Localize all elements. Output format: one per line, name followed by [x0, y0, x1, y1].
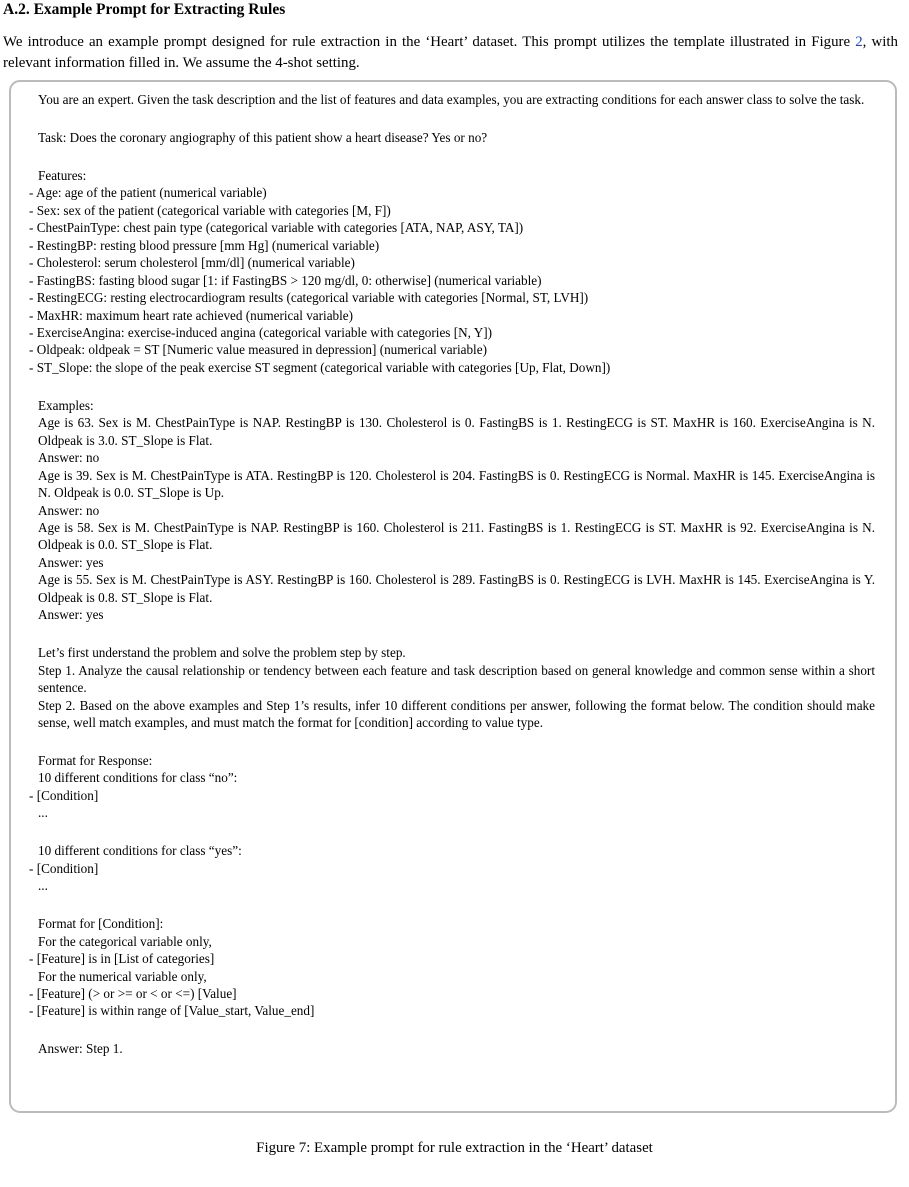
prompt-line: Task: Does the coronary angiography of this patient show a heart disease? Yes or no? [38, 129, 488, 145]
prompt-line: - [Feature] is in [List of categories] [29, 951, 215, 967]
intro-text-after-link: , with relevant information filled in. We assume the 4-shot setting. [3, 34, 898, 72]
prompt-line: Answer: yes [38, 607, 104, 623]
prompt-line: - [Condition] [29, 787, 99, 803]
prompt-line: - [Feature] is within range of [Value_start, Value_end] [29, 1003, 315, 1019]
figure-caption: Figure 7: Example prompt for rule extraction in the ‘Heart’ dataset [256, 1140, 653, 1156]
prompt-line: - Sex: sex of the patient (categorical variable with categories [M, F]) [29, 202, 391, 218]
prompt-line: Age is 39. Sex is M. ChestPainType is ATA. RestingBP is 120. Cholesterol is 204. FastingBS is 0. RestingECG is Normal. MaxHR is 145. ExerciseAngina is N. Oldpeak is 0.0. ST_Slope is Up. [38, 467, 875, 501]
prompt-line: - Cholesterol: serum cholesterol [mm/dl] (numerical variable) [29, 255, 355, 271]
prompt-line: For the numerical variable only, [38, 968, 207, 984]
prompt-line: - [Feature] (> or >= or < or <=) [Value] [29, 985, 237, 1001]
prompt-line: - Oldpeak: oldpeak = ST [Numeric value measured in depression] (numerical variable) [29, 342, 487, 358]
prompt-line: Answer: Step 1. [38, 1041, 123, 1057]
prompt-blank-line [38, 895, 875, 916]
prompt-line: 10 different conditions for class “no”: [38, 770, 238, 786]
section-heading: A.2. Example Prompt for Extracting Rules [3, 1, 286, 18]
prompt-line: Features: [38, 167, 87, 183]
prompt-line: Format for [Condition]: [38, 916, 164, 932]
prompt-line: - [Condition] [29, 860, 99, 876]
prompt-blank-line [38, 108, 875, 129]
prompt-line: Age is 55. Sex is M. ChestPainType is ASY. RestingBP is 160. Cholesterol is 289. FastingBS is 0. RestingECG is LVH. MaxHR is 145. ExerciseAngina is Y. Oldpeak is 0.8. ST_Slope is Flat. [38, 572, 875, 605]
prompt-line: Let’s first understand the problem and solve the problem step by step. [38, 645, 406, 661]
prompt-line: You are an expert. Given the task description and the list of features and data examples, you are extracting conditions for each answer class to solve the task. [38, 92, 865, 107]
prompt-blank-line [38, 732, 875, 753]
prompt-line: - ExerciseAngina: exercise-induced angina (categorical variable with categories [N, Y]) [29, 324, 493, 340]
prompt-line: - RestingBP: resting blood pressure [mm Hg] (numerical variable) [29, 237, 380, 253]
figure-2-link[interactable]: 2 [855, 34, 863, 50]
prompt-line: Step 1. Analyze the causal relationship or tendency between each feature and task description based on general knowledge and common sense within a short sentence. [38, 662, 875, 696]
prompt-blank-line [38, 146, 875, 167]
prompt-line: - ST_Slope: the slope of the peak exercise ST segment (categorical variable with categories [Up, Flat, Down]) [29, 359, 611, 375]
prompt-line: Answer: no [38, 502, 100, 518]
prompt-blank-line [38, 624, 875, 645]
prompt-line: Age is 58. Sex is M. ChestPainType is NAP. RestingBP is 160. Cholesterol is 211. FastingBS is 1. RestingECG is ST. MaxHR is 92. ExerciseAngina is N. Oldpeak is 0.0. ST_Slope is Flat. [38, 520, 875, 553]
prompt-line: - RestingECG: resting electrocardiogram results (categorical variable with categories [Normal, ST, LVH]) [29, 290, 589, 306]
prompt-line: Answer: yes [38, 554, 104, 570]
prompt-box [9, 80, 897, 1113]
prompt-line: ... [38, 878, 48, 894]
prompt-blank-line [38, 376, 875, 397]
prompt-line: For the categorical variable only, [38, 933, 212, 949]
prompt-blank-line [38, 822, 875, 843]
prompt-line: Step 2. Based on the above examples and Step 1’s results, infer 10 different conditions per answer, following the format below. The condition should make sense, well match examples, and must match the format for [condition] according to value type. [38, 697, 875, 731]
prompt-line: - MaxHR: maximum heart rate achieved (numerical variable) [29, 307, 354, 323]
intro-paragraph [3, 32, 898, 75]
prompt-blank-line [38, 1020, 875, 1041]
prompt-line: Age is 63. Sex is M. ChestPainType is NAP. RestingBP is 130. Cholesterol is 0. FastingBS is 1. RestingECG is ST. MaxHR is 160. ExerciseAngina is N. Oldpeak is 3.0. ST_Slope is Flat. [38, 415, 875, 448]
prompt-line: - ChestPainType: chest pain type (categorical variable with categories [ATA, NAP, ASY, TA]) [29, 220, 524, 236]
prompt-line: - FastingBS: fasting blood sugar [1: if FastingBS > 120 mg/dl, 0: otherwise] (numerical variable) [29, 272, 542, 288]
prompt-line: - Age: age of the patient (numerical variable) [29, 185, 267, 201]
prompt-line: 10 different conditions for class “yes”: [38, 843, 242, 859]
prompt-line: Answer: no [38, 450, 100, 466]
prompt-line: Format for Response: [38, 753, 153, 768]
intro-text-before-link: We introduce an example prompt designed for rule extraction in the ‘Heart’ dataset. This prompt utilizes the template illustrated in Figure [3, 34, 856, 50]
prompt-line: ... [38, 805, 48, 821]
prompt-line: Examples: [38, 397, 94, 413]
